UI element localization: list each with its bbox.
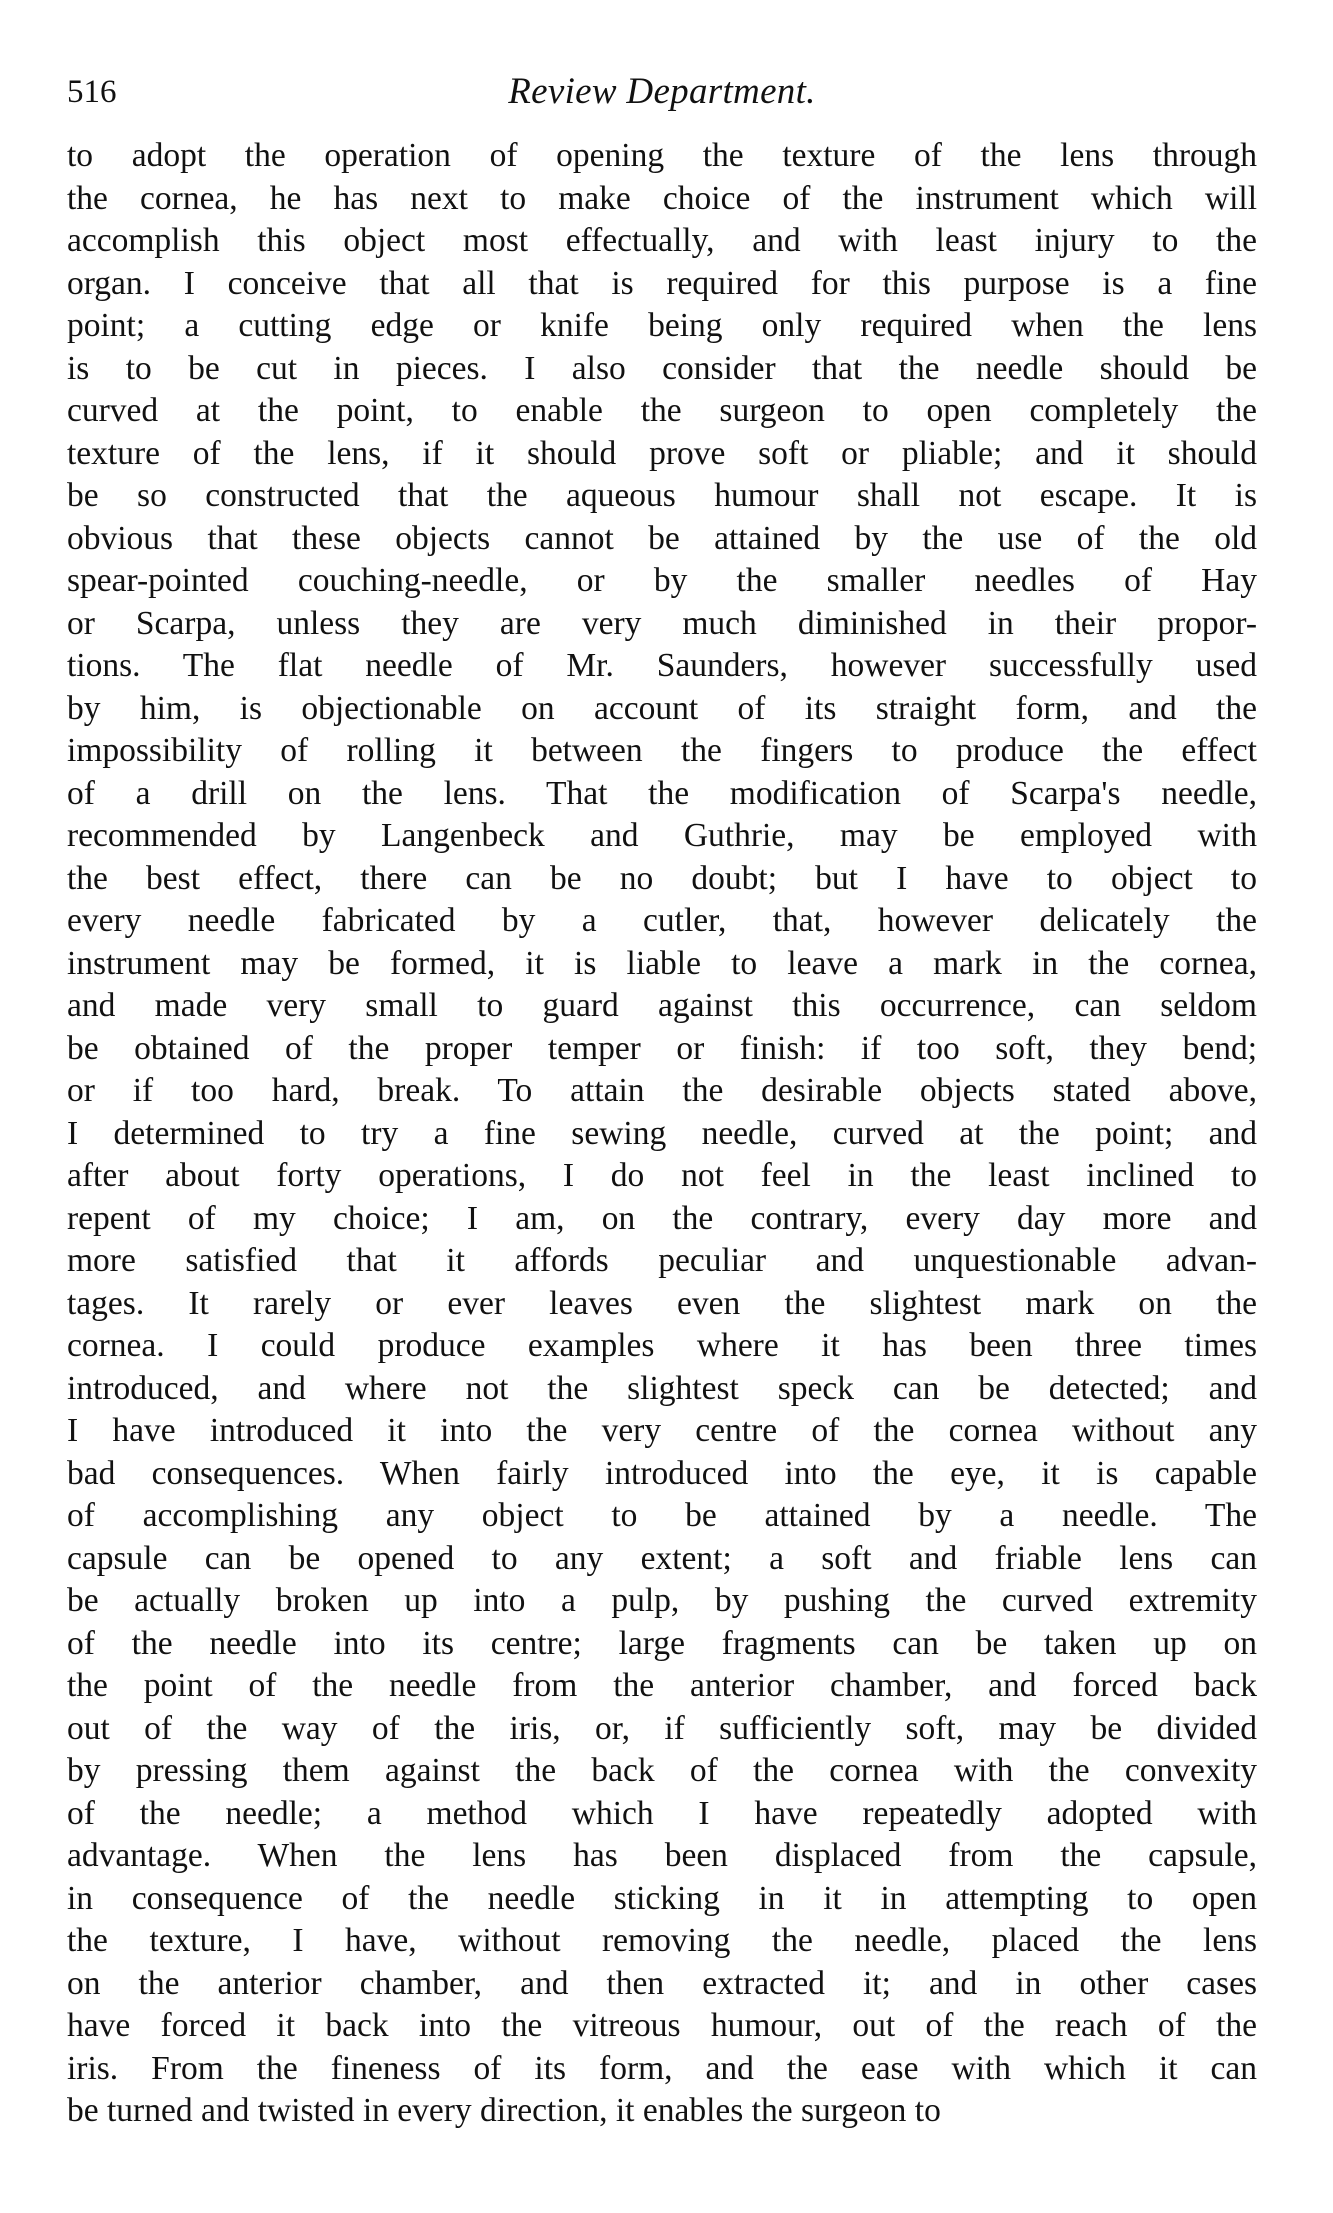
text-line: texture of the lens, if it should prove soft or pliable; and it should [67,434,1257,472]
text-line: I determined to try a fine sewing needle, curved at the point; and [67,1114,1257,1152]
text-line: after about forty operations, I do not feel in the least inclined to [67,1157,1257,1194]
text-line: be actually broken up into a pulp, by pushing the curved extremity [67,1582,1257,1619]
page-number: 516 [67,74,117,110]
text-line: the point of the needle from the anterior chamber, and forced back [67,1667,1257,1704]
text-line: impossibility of rolling it between the fingers to produce the effect [67,732,1257,769]
text-line: in consequence of the needle sticking in it in attempting to open [67,1879,1257,1917]
text-line: iris. From the fineness of its form, and the ease with which it can [67,2049,1257,2087]
text-line: be so constructed that the aqueous humour shall not escape. It is [67,477,1257,514]
text-line: more satisfied that it affords peculiar and unquestionable advan- [67,1242,1257,1279]
text-line: cornea. I could produce examples where it has been three times [67,1327,1257,1364]
text-line: or if too hard, break. To attain the desirable objects stated above, [67,1072,1257,1109]
text-line: capsule can be opened to any extent; a soft and friable lens can [67,1539,1257,1577]
text-line: the cornea, he has next to make choice of the instrument which will [67,179,1257,217]
text-line: on the anterior chamber, and then extracted it; and in other cases [67,1964,1257,2002]
text-line: I have introduced it into the very centre of the cornea without any [67,1412,1257,1449]
running-head: Review Department. [508,71,816,112]
text-line: or Scarpa, unless they are very much diminished in their propor- [67,604,1257,642]
text-line: of accomplishing any object to be attained by a needle. The [67,1497,1257,1534]
text-line: the texture, I have, without removing the needle, placed the lens [67,1922,1257,1959]
body-text [67,135,1257,2133]
text-line: advantage. When the lens has been displaced from the capsule, [67,1837,1257,1874]
text-line: accomplish this object most effectually, and with least injury to the [67,222,1257,259]
text-line: organ. I conceive that all that is required for this purpose is a fine [67,264,1257,302]
text-line: have forced it back into the vitreous humour, out of the reach of the [67,2007,1257,2044]
text-line: to adopt the operation of opening the texture of the lens through [67,137,1257,174]
text-line: recommended by Langenbeck and Guthrie, may be employed with [67,817,1257,854]
text-line: by pressing them against the back of the cornea with the convexity [67,1752,1257,1789]
text-line: point; a cutting edge or knife being only required when the lens [67,307,1257,344]
text-line: repent of my choice; I am, on the contrary, every day more and [67,1199,1257,1237]
page-header [67,62,1257,122]
text-line: be turned and twisted in every direction, it enables the surgeon to [67,2092,941,2129]
text-line: and made very small to guard against this occurrence, can seldom [67,987,1257,1024]
text-line: tions. The flat needle of Mr. Saunders, however successfully used [67,647,1257,684]
text-line: curved at the point, to enable the surgeon to open completely the [67,392,1257,429]
text-line: every needle fabricated by a cutler, that, however delicately the [67,902,1257,939]
text-line: spear-pointed couching-needle, or by the smaller needles of Hay [67,562,1257,599]
text-line: out of the way of the iris, or, if sufficiently soft, may be divided [67,1709,1257,1747]
text-line: be obtained of the proper temper or finish: if too soft, they bend; [67,1029,1257,1067]
text-line: tages. It rarely or ever leaves even the slightest mark on the [67,1284,1257,1322]
text-line: is to be cut in pieces. I also consider that the needle should be [67,349,1257,387]
text-line: of a drill on the lens. That the modification of Scarpa's needle, [67,774,1257,812]
text-line: of the needle; a method which I have repeatedly adopted with [67,1794,1257,1832]
text-line: bad consequences. When fairly introduced into the eye, it is capable [67,1454,1257,1492]
text-line: the best effect, there can be no doubt; but I have to object to [67,859,1257,897]
text-line: introduced, and where not the slightest speck can be detected; and [67,1369,1257,1407]
text-line: by him, is objectionable on account of its straight form, and the [67,689,1257,727]
text-line: of the needle into its centre; large fragments can be taken up on [67,1624,1257,1662]
text-line: obvious that these objects cannot be attained by the use of the old [67,519,1257,557]
text-line: instrument may be formed, it is liable to leave a mark in the cornea, [67,944,1257,982]
